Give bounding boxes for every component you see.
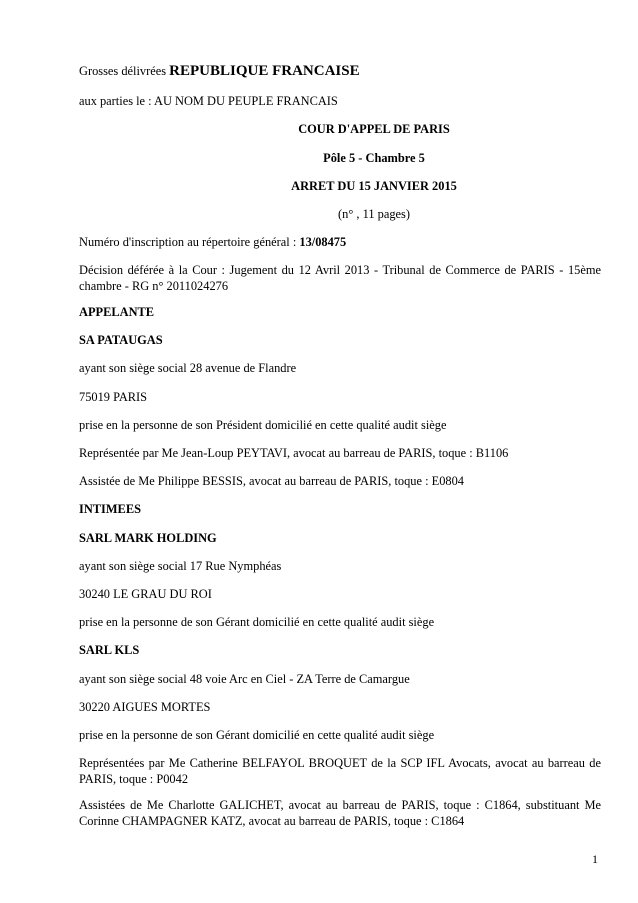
intimee1-address: ayant son siège social 17 Rue Nymphéas	[79, 559, 282, 573]
decision-text: Décision déférée à la Cour : Jugement du 12 Avril 2013 - Tribunal de Commerce de PARIS - 15ème chambre - RG n° 2011024276	[79, 263, 601, 294]
appelante-name: SA PATAUGAS	[79, 333, 163, 347]
intimee1-name: SARL MARK HOLDING	[79, 531, 217, 545]
appelante-city: 75019 PARIS	[79, 390, 148, 404]
appelante-address: ayant son siège social 28 avenue de Flandre	[79, 361, 297, 375]
republique-title: REPUBLIQUE FRANCAISE	[169, 63, 360, 79]
appelante-heading: APPELANTE	[79, 305, 155, 319]
intimee2-name: SARL KLS	[79, 643, 140, 657]
appelante-counsel: Représentée par Me Jean-Loup PEYTAVI, avocat au barreau de PARIS, toque : B1106	[79, 446, 509, 460]
intimees-assistance: Assistées de Me Charlotte GALICHET, avocat au barreau de PARIS, toque : C1864, substituant Me Corinne CHAMPAGNER KATZ, avocat au barreau de PARIS, toque : C1864	[79, 798, 601, 829]
intimee2-city: 30220 AIGUES MORTES	[79, 700, 211, 714]
page-count: (n° , 11 pages)	[338, 207, 410, 221]
court-name: COUR D'APPEL DE PARIS	[298, 122, 450, 136]
aux-parties-line: aux parties le : AU NOM DU PEUPLE FRANCAIS	[79, 94, 338, 108]
appelante-representative: prise en la personne de son Président domicilié en cette qualité audit siège	[79, 418, 447, 432]
registry-line	[79, 234, 346, 250]
intimee1-city: 30240 LE GRAU DU ROI	[79, 587, 212, 601]
grosses-label: Grosses délivrées	[79, 64, 167, 78]
intimees-heading: INTIMEES	[79, 502, 141, 516]
registry-number: 13/08475	[299, 235, 347, 249]
arret-title: ARRET DU 15 JANVIER 2015	[291, 179, 457, 193]
appelante-assistance: Assistée de Me Philippe BESSIS, avocat au barreau de PARIS, toque : E0804	[79, 474, 464, 488]
intimee2-address: ayant son siège social 48 voie Arc en Ciel - ZA Terre de Camargue	[79, 672, 410, 686]
header-line	[79, 63, 360, 79]
page-number: 1	[592, 852, 598, 866]
intimees-counsel: Représentées par Me Catherine BELFAYOL BROQUET de la SCP IFL Avocats, avocat au barreau de PARIS, toque : P0042	[79, 756, 601, 787]
intimee1-representative: prise en la personne de son Gérant domicilié en cette qualité audit siège	[79, 615, 435, 629]
intimee2-representative: prise en la personne de son Gérant domicilié en cette qualité audit siège	[79, 728, 435, 742]
chamber: Pôle 5 - Chambre 5	[323, 151, 425, 165]
registry-label: Numéro d'inscription au répertoire général :	[79, 235, 297, 249]
